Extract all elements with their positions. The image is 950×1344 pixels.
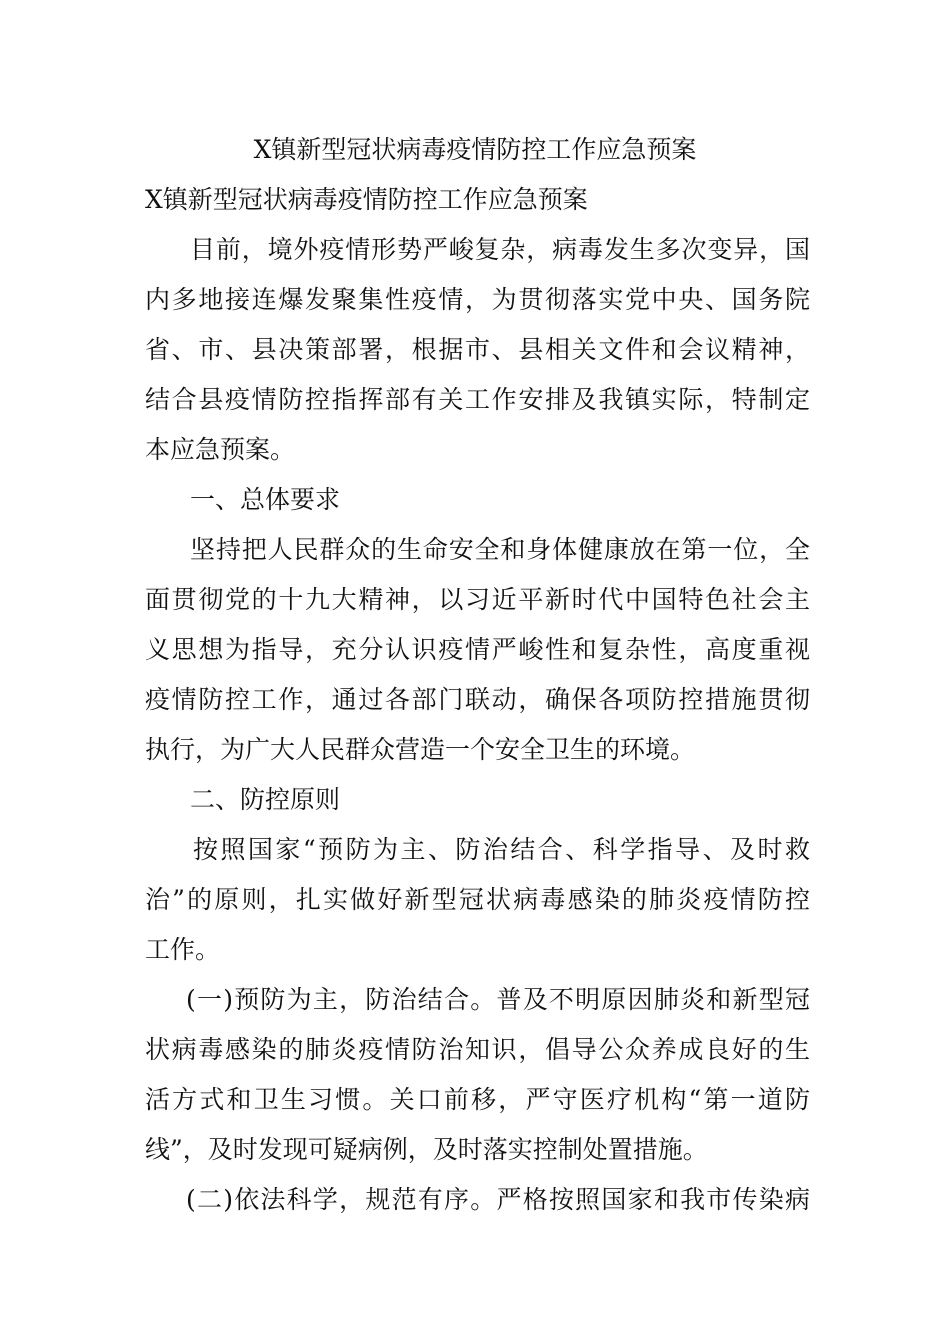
text-line: 结合县疫情防控指挥部有关工作安排及我镇实际，特制定: [145, 385, 810, 414]
text-line: 内多地接连爆发聚集性疫情，为贯彻落实党中央、国务院: [145, 285, 810, 314]
text-line: 义思想为指导，充分认识疫情严峻性和复杂性，高度重视: [145, 635, 810, 664]
text-line: 本应急预案。: [145, 435, 296, 464]
text-line: 按照国家“预防为主、防治结合、科学指导、及时救: [193, 835, 810, 864]
text-line: 治”的原则，扎实做好新型冠状病毒感染的肺炎疫情防控: [145, 885, 810, 914]
section-heading-general-requirements: 一、总体要求: [190, 485, 341, 514]
text-line: 活方式和卫生习惯。关口前移，严守医疗机构“第一道防: [145, 1085, 810, 1114]
page-title: X镇新型冠状病毒疫情防控工作应急预案: [253, 135, 697, 164]
text-line: 坚持把人民群众的生命安全和身体健康放在第一位，全: [190, 535, 810, 564]
text-line: (二)依法科学，规范有序。严格按照国家和我市传染病: [186, 1185, 810, 1214]
text-line: 目前，境外疫情形势严峻复杂，病毒发生多次变异，国: [190, 235, 810, 264]
document-subtitle: X镇新型冠状病毒疫情防控工作应急预案: [145, 185, 588, 214]
text-line: (一)预防为主，防治结合。普及不明原因肺炎和新型冠: [186, 985, 810, 1014]
section-heading-prevention-principles: 二、防控原则: [190, 785, 341, 814]
text-line: 省、市、县决策部署，根据市、县相关文件和会议精神，: [145, 335, 810, 364]
text-line: 面贯彻党的十九大精神，以习近平新时代中国特色社会主: [145, 585, 810, 614]
text-line: 执行，为广大人民群众营造一个安全卫生的环境。: [145, 735, 696, 764]
text-line: 线”，及时发现可疑病例，及时落实控制处置措施。: [145, 1135, 708, 1164]
text-line: 疫情防控工作，通过各部门联动，确保各项防控措施贯彻: [145, 685, 810, 714]
text-line: 状病毒感染的肺炎疫情防治知识，倡导公众养成良好的生: [145, 1035, 810, 1064]
text-line: 工作。: [145, 935, 221, 964]
